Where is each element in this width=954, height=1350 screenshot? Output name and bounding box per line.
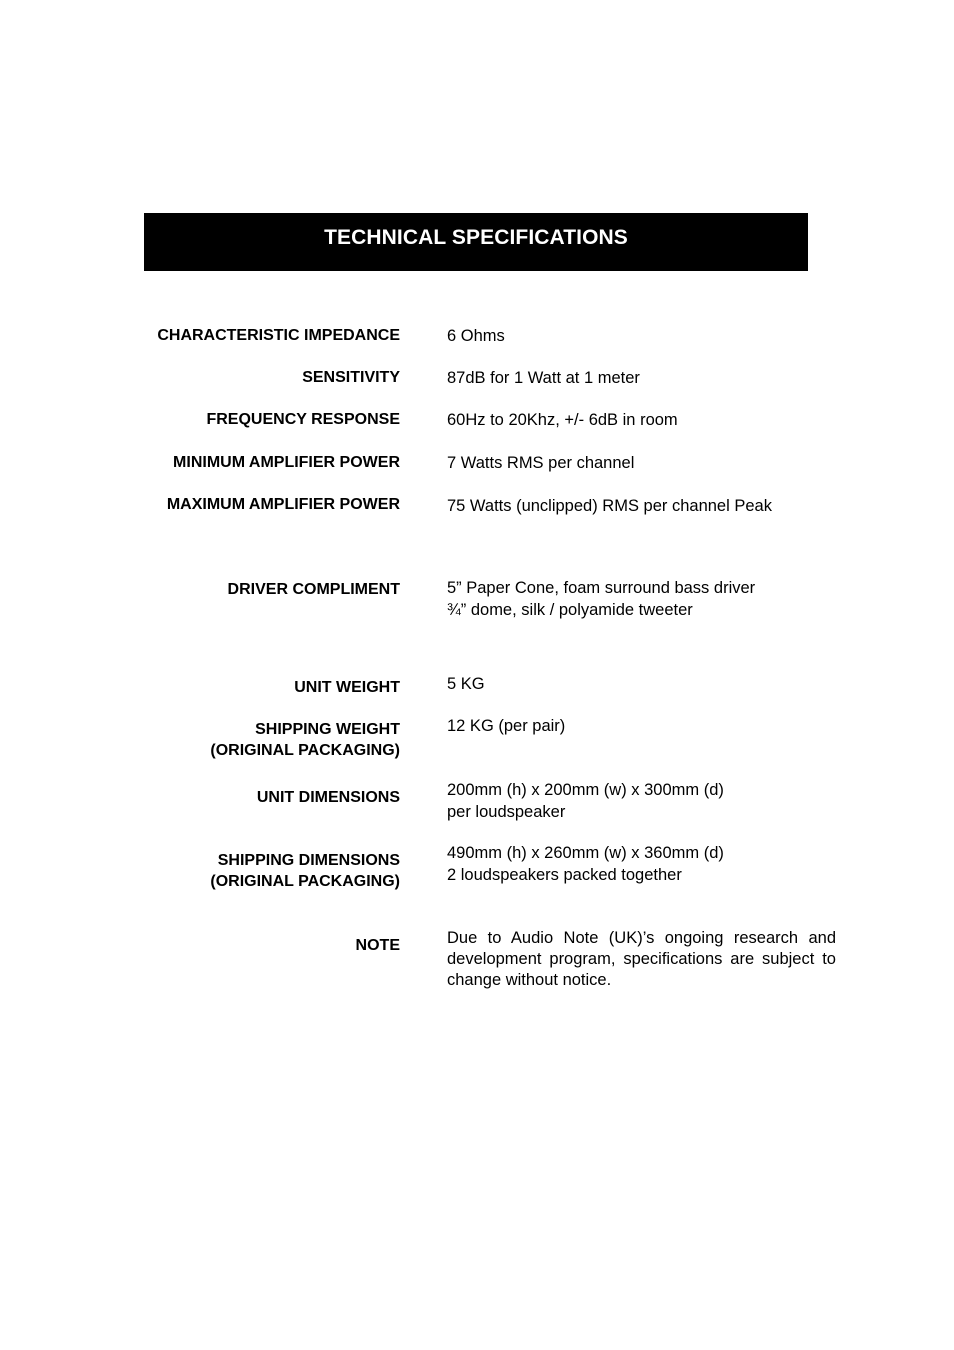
spec-value-line: 5” Paper Cone, foam surround bass driver bbox=[447, 579, 756, 597]
spec-value-max-amp-power: 75 Watts (unclipped) RMS per channel Peak bbox=[447, 497, 772, 515]
spec-label-unit-dimensions: UNIT DIMENSIONS bbox=[256, 789, 400, 806]
spec-value-line: per loudspeaker bbox=[447, 802, 566, 821]
spec-label-driver-compliment: DRIVER COMPLIMENT bbox=[227, 581, 400, 598]
spec-label-impedance: CHARACTERISTIC IMPEDANCE bbox=[157, 327, 400, 344]
spec-value-sensitivity: 87dB for 1 Watt at 1 meter bbox=[447, 369, 640, 387]
spec-label-line: (ORIGINAL PACKAGING) bbox=[210, 742, 400, 759]
spec-value-unit-dimensions bbox=[447, 780, 724, 823]
spec-value-note: Due to Audio Note (UK)’s ongoing research and development program, specifications are subject to change without notice. bbox=[447, 929, 836, 989]
spec-label-note: NOTE bbox=[355, 937, 400, 954]
spec-value-shipping-weight: 12 KG (per pair) bbox=[447, 717, 566, 735]
spec-value-min-amp-power: 7 Watts RMS per channel bbox=[447, 454, 635, 472]
spec-value-shipping-dimensions bbox=[447, 843, 724, 886]
title-banner bbox=[144, 213, 808, 271]
spec-value-frequency-response: 60Hz to 20Khz, +/- 6dB in room bbox=[447, 411, 678, 429]
spec-label-shipping-dimensions bbox=[210, 850, 400, 892]
spec-label-min-amp-power: MINIMUM AMPLIFIER POWER bbox=[173, 454, 400, 471]
spec-value-line: ¾” dome, silk / polyamide tweeter bbox=[447, 600, 693, 619]
spec-label-line: (ORIGINAL PACKAGING) bbox=[210, 873, 400, 890]
spec-label-frequency-response: FREQUENCY RESPONSE bbox=[206, 411, 400, 428]
page-title: TECHNICAL SPECIFICATIONS bbox=[324, 226, 628, 249]
spec-label-unit-weight: UNIT WEIGHT bbox=[294, 679, 400, 696]
spec-label-line: SHIPPING WEIGHT bbox=[255, 721, 400, 738]
spec-label-max-amp-power: MAXIMUM AMPLIFIER POWER bbox=[166, 496, 400, 513]
spec-label-line: SHIPPING DIMENSIONS bbox=[217, 852, 400, 869]
spec-value-line: 490mm (h) x 260mm (w) x 360mm (d) bbox=[447, 844, 724, 862]
spec-value-line: 200mm (h) x 200mm (w) x 300mm (d) bbox=[447, 781, 724, 799]
spec-value-unit-weight: 5 KG bbox=[447, 675, 485, 693]
spec-value-driver-compliment bbox=[447, 578, 755, 621]
spec-label-sensitivity: SENSITIVITY bbox=[302, 369, 400, 386]
spec-label-shipping-weight bbox=[210, 719, 400, 761]
spec-value-line: 2 loudspeakers packed together bbox=[447, 865, 682, 884]
spec-value-impedance: 6 Ohms bbox=[447, 327, 505, 345]
